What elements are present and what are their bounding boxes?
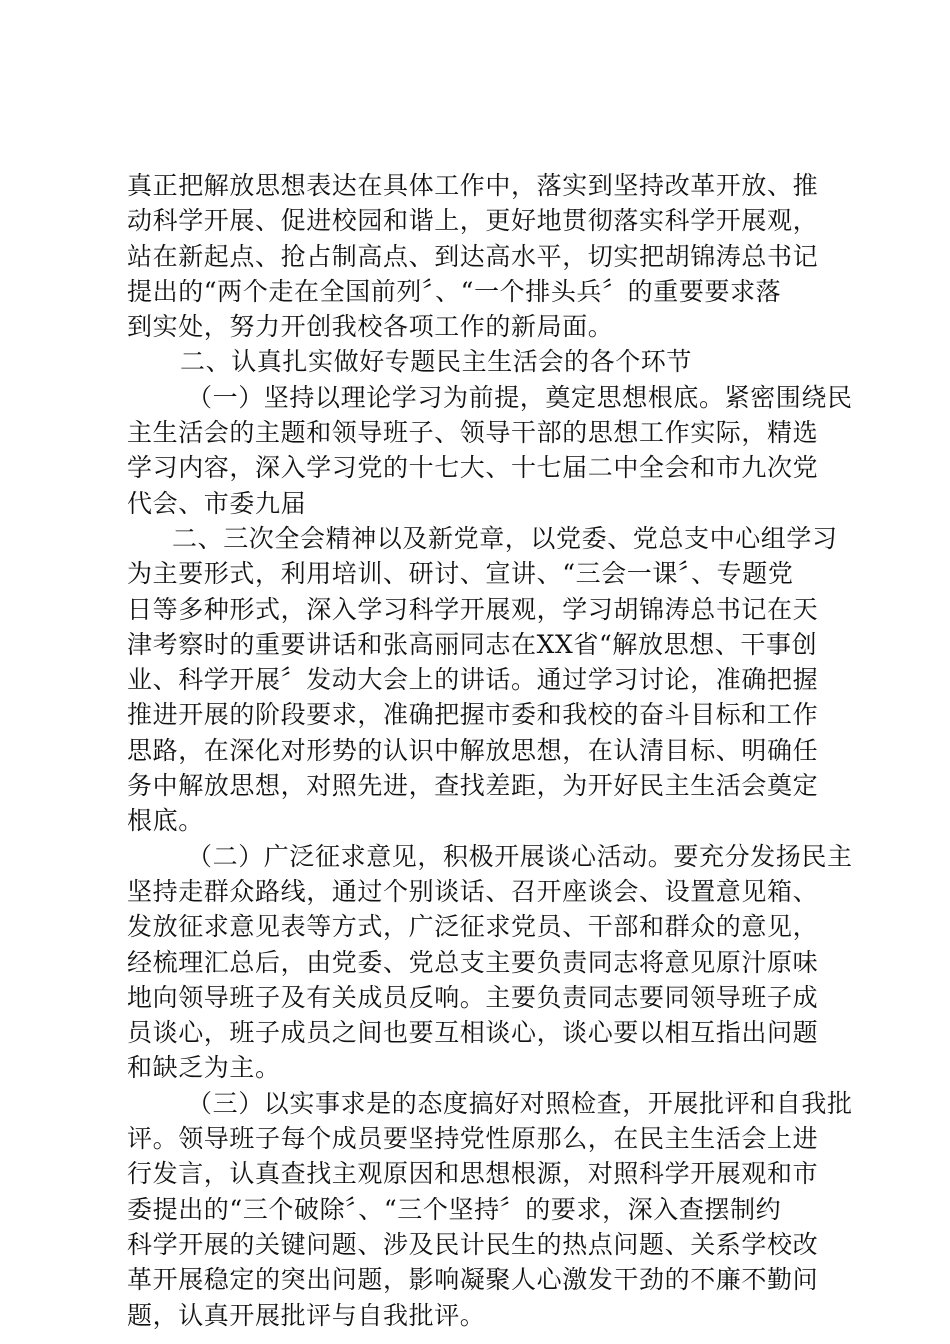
- text-line: 坚持走群众路线，通过个别谈话、召开座谈会、设置意见箱、: [127, 876, 819, 906]
- text-line: 科学开展的关键问题、涉及民计民生的热点问题、关系学校改: [127, 1229, 819, 1259]
- document-body: [127, 168, 853, 1333]
- text-line: 和缺乏为主。: [127, 1053, 281, 1083]
- text-line: 到实处，努力开创我校各项工作的新局面。: [127, 312, 614, 342]
- text-line: 经梳理汇总后，由党委、党总支主要负责同志将意见原汁原味: [127, 947, 819, 977]
- paragraph-line: 二、三次全会精神以及新党章，以党委、党总支中心组学习: [172, 523, 838, 553]
- text-line: 推进开展的阶段要求，准确把握市委和我校的奋斗目标和工作: [127, 700, 819, 730]
- text-line: 提出的“两个走在全国前列〞、“一个排头兵〞的重要要求落: [127, 276, 782, 306]
- text-line: 真正把解放思想表达在具体工作中，落实到坚持改革开放、推: [127, 171, 819, 200]
- text-line: 日等多种形式，深入学习科学开展观，学习胡锦涛总书记在天: [127, 594, 819, 624]
- subsection-line: （三）以实事求是的态度搞好对照检查，开展批评和自我批: [187, 1088, 853, 1118]
- text-line: 代会、市委九届: [127, 488, 307, 518]
- text-line: 地向领导班子及有关成员反响。主要负责同志要同领导班子成: [127, 982, 819, 1012]
- text-line: 学习内容，深入学习党的十七大、十七届二中全会和市九次党: [127, 453, 819, 483]
- text-line: 革开展稳定的突出问题，影响凝聚人心激发干劲的不廉不勤问: [127, 1265, 819, 1295]
- subsection-line: （一）坚持以理论学习为前提，奠定思想根底。紧密围绕民: [187, 382, 853, 412]
- text-line: 题，认真开展批评与自我批评。: [127, 1300, 486, 1330]
- text-line: 务中解放思想，对照先进，查找差距，为开好民主生活会奠定: [127, 771, 819, 801]
- section-heading: 二、认真扎实做好专题民主生活会的各个环节: [180, 347, 693, 377]
- text-line: 行发言，认真查找主观原因和思想根源，对照科学开展观和市: [127, 1159, 819, 1189]
- text-line: 委提出的“三个破除〞、“三个坚持〞的要求，深入查摆制约: [127, 1194, 782, 1224]
- text-line: 思路，在深化对形势的认识中解放思想，在认清目标、明确任: [127, 735, 819, 765]
- text-line: 主生活会的主题和领导班子、领导干部的思想工作实际，精选: [127, 418, 819, 448]
- text-line: 站在新起点、抢占制高点、到达高水平，切实把胡锦涛总书记: [127, 241, 819, 271]
- text-line: 员谈心，班子成员之间也要互相谈心，谈心要以相互指出问题: [127, 1018, 819, 1048]
- text-line: 为主要形式，利用培训、研讨、宣讲、“三会一课〞、专题党: [127, 559, 794, 589]
- text-line: 评。领导班子每个成员要坚持党性原那么，在民主生活会上进: [127, 1124, 819, 1154]
- text-line: 业、科学开展〞发动大会上的讲话。通过学习讨论，准确把握: [127, 665, 819, 695]
- subsection-line: （二）广泛征求意见，积极开展谈心活动。要充分发扬民主: [187, 841, 853, 871]
- text-line: 根底。: [127, 806, 204, 836]
- text-line: 动科学开展、促进校园和谐上，更好地贯彻落实科学开展观，: [127, 206, 819, 236]
- text-line: 津考察时的重要讲话和张高丽同志在XX省“解放思想、干事创: [127, 629, 818, 659]
- text-line: 发放征求意见表等方式，广泛征求党员、干部和群众的意见，: [127, 912, 819, 942]
